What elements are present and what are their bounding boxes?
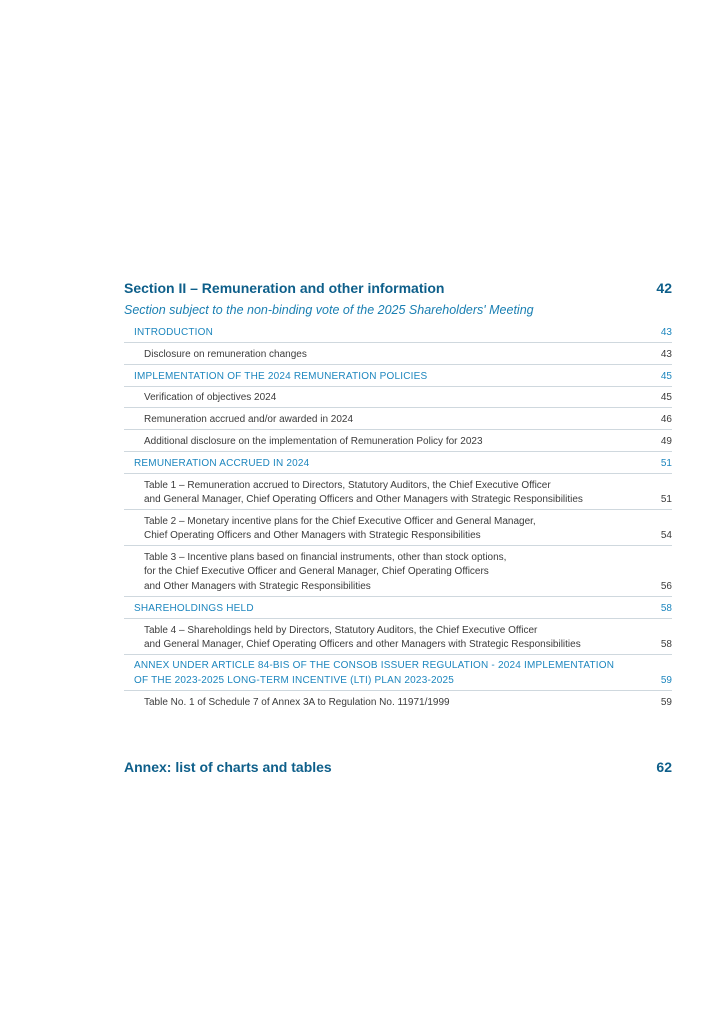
toc-entry-table3-line3[interactable]: and Other Managers with Strategic Responsibilities <box>144 581 371 592</box>
section-title[interactable]: Section II – Remuneration and other information <box>124 280 445 296</box>
toc-entry-introduction[interactable]: INTRODUCTION <box>134 327 214 338</box>
toc-entry-table1-line2[interactable]: and General Manager, Chief Operating Officers and Other Managers with Strategic Responsibilities <box>144 494 583 505</box>
toc-entry-remuneration-accrued[interactable]: REMUNERATION ACCRUED IN 2024 <box>134 458 310 469</box>
toc-entry-table4-line1[interactable]: Table 4 – Shareholdings held by Directors, Statutory Auditors, the Chief Executive Officer <box>144 625 538 636</box>
annex-page-number[interactable]: 62 <box>656 759 672 775</box>
toc-page-disclosure[interactable]: 43 <box>660 349 672 360</box>
toc-entry-table2-line1[interactable]: Table 2 – Monetary incentive plans for the Chief Executive Officer and General Manager, <box>144 516 536 527</box>
separator <box>124 429 672 430</box>
toc-entry-table1-line1[interactable]: Table 1 – Remuneration accrued to Directors, Statutory Auditors, the Chief Executive Officer <box>144 480 551 491</box>
toc-entry-table2-line2[interactable]: Chief Operating Officers and Other Managers with Strategic Responsibilities <box>144 530 481 541</box>
toc-page-annex-84bis[interactable]: 59 <box>660 675 672 686</box>
toc-page-table2[interactable]: 54 <box>660 530 672 541</box>
toc-page-accrued-awarded[interactable]: 46 <box>660 414 672 425</box>
toc-entry-annex-84bis-line1[interactable]: ANNEX UNDER ARTICLE 84-BIS OF THE CONSOB ISSUER REGULATION - 2024 IMPLEMENTATION <box>134 660 615 671</box>
separator <box>124 545 672 546</box>
toc-page-shareholdings[interactable]: 58 <box>660 603 672 614</box>
section-subtitle: Section subject to the non-binding vote of the 2025 Shareholders' Meeting <box>124 303 534 317</box>
separator <box>124 451 672 452</box>
toc-entry-implementation[interactable]: IMPLEMENTATION OF THE 2024 REMUNERATION POLICIES <box>134 371 428 382</box>
toc-entry-table-no1[interactable]: Table No. 1 of Schedule 7 of Annex 3A to Regulation No. 11971/1999 <box>144 697 450 708</box>
toc-page-remuneration-accrued[interactable]: 51 <box>660 458 672 469</box>
separator <box>124 690 672 691</box>
toc-entry-annex-84bis-line2[interactable]: OF THE 2023-2025 LONG-TERM INCENTIVE (LTI) PLAN 2023-2025 <box>134 675 455 686</box>
separator <box>124 407 672 408</box>
toc-entry-disclosure[interactable]: Disclosure on remuneration changes <box>144 349 307 360</box>
toc-page-implementation[interactable]: 45 <box>660 371 672 382</box>
separator <box>124 386 672 387</box>
toc-page-additional-disclosure[interactable]: 49 <box>660 436 672 447</box>
toc-page-table-no1[interactable]: 59 <box>660 697 672 708</box>
separator <box>124 364 672 365</box>
toc-entry-accrued-awarded[interactable]: Remuneration accrued and/or awarded in 2024 <box>144 414 354 425</box>
separator <box>124 473 672 474</box>
section-page-number[interactable]: 42 <box>656 280 672 296</box>
separator <box>124 618 672 619</box>
toc-entry-table3-line1[interactable]: Table 3 – Incentive plans based on financial instruments, other than stock options, <box>144 552 507 563</box>
toc-entry-verification[interactable]: Verification of objectives 2024 <box>144 392 277 403</box>
toc-page-table1[interactable]: 51 <box>660 494 672 505</box>
toc-entry-additional-disclosure[interactable]: Additional disclosure on the implementation of Remuneration Policy for 2023 <box>144 436 483 447</box>
toc-entry-shareholdings[interactable]: SHAREHOLDINGS HELD <box>134 603 254 614</box>
toc-page-table4[interactable]: 58 <box>660 639 672 650</box>
toc-entry-table3-line2[interactable]: for the Chief Executive Officer and General Manager, Chief Operating Officers <box>144 566 489 577</box>
annex-title[interactable]: Annex: list of charts and tables <box>124 759 332 775</box>
toc-entry-table4-line2[interactable]: and General Manager, Chief Operating Officers and other Managers with Strategic Responsibilities <box>144 639 581 650</box>
separator <box>124 596 672 597</box>
separator <box>124 654 672 655</box>
toc-page-verification[interactable]: 45 <box>660 392 672 403</box>
toc-page-introduction[interactable]: 43 <box>660 327 672 338</box>
separator <box>124 509 672 510</box>
toc-page-table3[interactable]: 56 <box>660 581 672 592</box>
separator <box>124 342 672 343</box>
